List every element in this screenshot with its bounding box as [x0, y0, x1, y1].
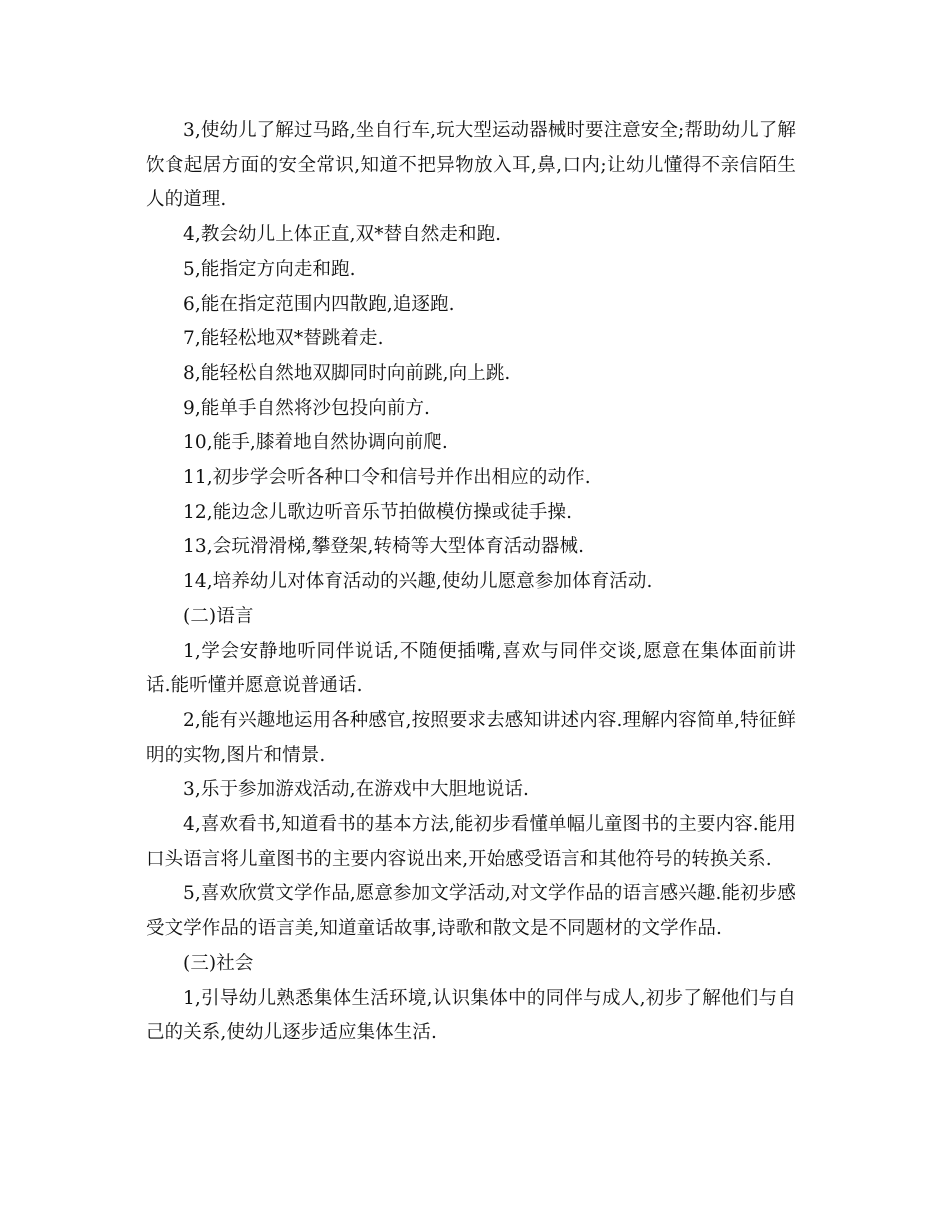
- paragraph: 3,乐于参加游戏活动,在游戏中大胆地说话.: [183, 779, 530, 801]
- paragraph: 5,能指定方向走和跑.: [183, 258, 356, 280]
- paragraph: 10,能手,膝着地自然协调向前爬.: [183, 432, 448, 454]
- paragraph: 1,学会安静地听同伴说话,不随便插嘴,喜欢与同伴交谈,愿意在集体面前讲话.能听懂并愿意说普通话.: [146, 640, 796, 697]
- paragraph: 6,能在指定范围内四散跑,追逐跑.: [183, 293, 455, 315]
- paragraph: 1,引导幼儿熟悉集体生活环境,认识集体中的同伴与成人,初步了解他们与自己的关系,使幼儿逐步适应集体生活.: [146, 987, 796, 1044]
- paragraph: 11,初步学会听各种口令和信号并作出相应的动作.: [183, 467, 591, 489]
- paragraph: 14,培养幼儿对体育活动的兴趣,使幼儿愿意参加体育活动.: [183, 571, 653, 593]
- paragraph: 7,能轻松地双*替跳着走.: [183, 328, 384, 350]
- paragraph: 4,教会幼儿上体正直,双*替自然走和跑.: [183, 224, 502, 246]
- paragraph: 8,能轻松自然地双脚同时向前跳,向上跳.: [183, 362, 511, 384]
- section-heading-language: (二)语言: [183, 605, 254, 627]
- section-heading-society: (三)社会: [183, 952, 254, 974]
- paragraph: 12,能边念儿歌边听音乐节拍做模仿操或徒手操.: [183, 501, 573, 523]
- paragraph: 5,喜欢欣赏文学作品,愿意参加文学活动,对文学作品的语言感兴趣.能初步感受文学作品的语言美,知道童话故事,诗歌和散文是不同题材的文学作品.: [146, 883, 796, 940]
- paragraph: 4,喜欢看书,知道看书的基本方法,能初步看懂单幅儿童图书的主要内容.能用口头语言将儿童图书的主要内容说出来,开始感受语言和其他符号的转换关系.: [146, 814, 796, 870]
- document-body: [146, 114, 796, 1051]
- paragraph: 9,能单手自然将沙包投向前方.: [183, 397, 431, 419]
- paragraph: 3,使幼儿了解过马路,坐自行车,玩大型运动器械时要注意安全;帮助幼儿了解饮食起居方面的安全常识,知道不把异物放入耳,鼻,口内;让幼儿懂得不亲信陌生人的道理.: [146, 120, 796, 211]
- paragraph: 2,能有兴趣地运用各种感官,按照要求去感知讲述内容.理解内容简单,特征鲜明的实物,图片和情景.: [146, 709, 796, 766]
- paragraph: 13,会玩滑滑梯,攀登架,转椅等大型体育活动器械.: [183, 536, 585, 558]
